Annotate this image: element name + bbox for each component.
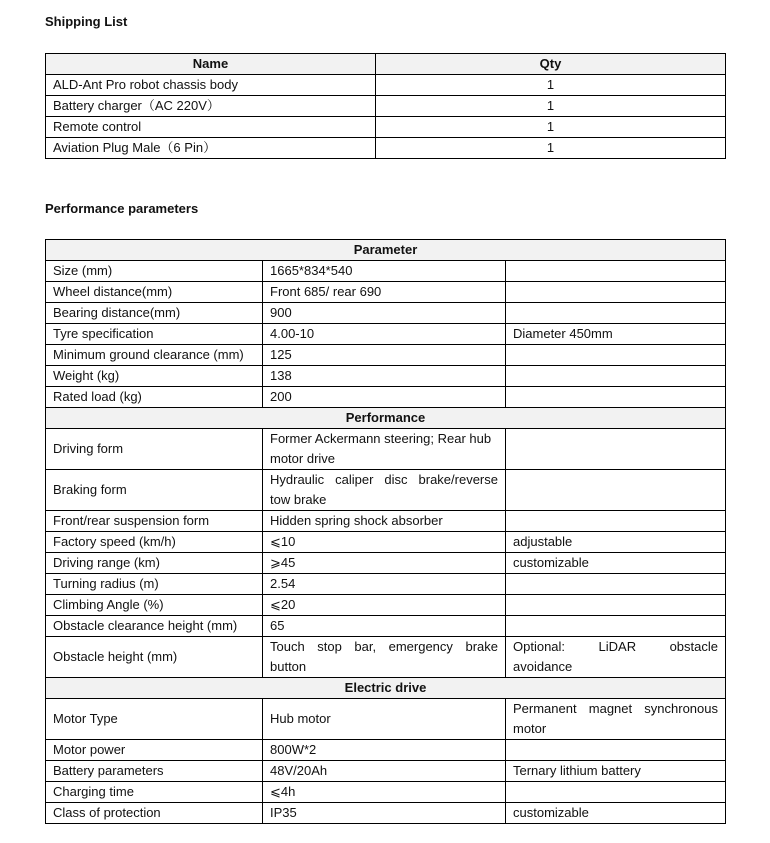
table-row [46,616,726,637]
param-value: Hidden spring shock absorber [263,511,506,532]
param-label: Climbing Angle (%) [46,595,263,616]
param-value-line: button [270,659,307,674]
item-qty: 1 [376,117,726,138]
param-label: Front/rear suspension form [46,511,263,532]
param-label: Motor Type [46,699,263,740]
item-name: Aviation Plug Male（6 Pin） [46,138,376,159]
item-name: Remote control [46,117,376,138]
param-label: Braking form [46,470,263,511]
col-qty-header: Qty [376,54,726,75]
param-value: 125 [263,345,506,366]
param-label: Weight (kg) [46,366,263,387]
item-name: Battery charger（AC 220V） [46,96,376,117]
table-row [46,75,726,96]
param-value [263,637,506,678]
table-row [46,532,726,553]
section-row-performance [46,408,726,429]
param-value-line: tow brake [270,492,327,507]
param-label: Obstacle height (mm) [46,637,263,678]
param-label: Minimum ground clearance (mm) [46,345,263,366]
param-value: ⩽20 [263,595,506,616]
item-qty: 1 [376,138,726,159]
param-note-line: motor [513,721,547,736]
param-note [506,303,726,324]
table-row [46,782,726,803]
table-row [46,117,726,138]
table-row [46,470,726,511]
param-label: Factory speed (km/h) [46,532,263,553]
param-label: Charging time [46,782,263,803]
param-label: Obstacle clearance height (mm) [46,616,263,637]
param-value: 200 [263,387,506,408]
table-row [46,740,726,761]
param-note [506,429,726,470]
param-note [506,282,726,303]
table-row [46,303,726,324]
table-row [46,96,726,117]
table-row [46,345,726,366]
performance-parameters-heading: Performance parameters [45,201,199,216]
param-note [506,261,726,282]
param-value [263,470,506,511]
param-note [506,595,726,616]
param-note-line: Permanent magnet synchronous [513,701,718,716]
param-value: IP35 [263,803,506,824]
param-note [506,387,726,408]
param-value: 1665*834*540 [263,261,506,282]
item-qty: 1 [376,96,726,117]
section-title-electric-drive: Electric drive [46,678,726,699]
param-label: Rated load (kg) [46,387,263,408]
section-title-parameter: Parameter [46,240,726,261]
param-note: customizable [506,553,726,574]
param-value: 900 [263,303,506,324]
param-note [506,740,726,761]
table-row [46,261,726,282]
item-qty: 1 [376,75,726,96]
param-label: Size (mm) [46,261,263,282]
param-label: Bearing distance(mm) [46,303,263,324]
param-value: 48V/20Ah [263,761,506,782]
param-value: ⩽4h [263,782,506,803]
param-value: 138 [263,366,506,387]
param-label: Motor power [46,740,263,761]
param-note [506,782,726,803]
shipping-table [45,53,726,159]
param-value: 800W*2 [263,740,506,761]
param-label: Driving form [46,429,263,470]
param-value: ⩽10 [263,532,506,553]
table-row [46,324,726,345]
table-row [46,803,726,824]
param-note [506,366,726,387]
param-value-line: Touch stop bar, emergency brake [270,639,498,654]
table-row [46,366,726,387]
section-title-performance: Performance [46,408,726,429]
param-value: ⩾45 [263,553,506,574]
section-row-electric-drive [46,678,726,699]
table-row [46,387,726,408]
table-row [46,761,726,782]
param-note-line: avoidance [513,659,573,674]
param-note [506,345,726,366]
param-note [506,470,726,511]
param-note [506,699,726,740]
table-row [46,511,726,532]
param-note: Diameter 450mm [506,324,726,345]
param-note [506,511,726,532]
shipping-header-row [46,54,726,75]
param-value: Former Ackermann steering; Rear hub motor drive [263,429,506,470]
param-label: Class of protection [46,803,263,824]
param-value-line: Hydraulic caliper disc brake/reverse [270,472,498,487]
param-label: Driving range (km) [46,553,263,574]
table-row [46,595,726,616]
param-value: 2.54 [263,574,506,595]
table-row [46,637,726,678]
param-note: adjustable [506,532,726,553]
param-note: Ternary lithium battery [506,761,726,782]
param-note-line: Optional: LiDAR obstacle [513,639,718,654]
param-label: Turning radius (m) [46,574,263,595]
table-row [46,138,726,159]
table-row [46,574,726,595]
param-note: customizable [506,803,726,824]
section-row-parameter [46,240,726,261]
table-row [46,429,726,470]
performance-table [45,239,726,824]
param-value: 4.00-10 [263,324,506,345]
col-name-header: Name [46,54,376,75]
param-label: Wheel distance(mm) [46,282,263,303]
param-value: Front 685/ rear 690 [263,282,506,303]
table-row [46,699,726,740]
item-name: ALD-Ant Pro robot chassis body [46,75,376,96]
param-label: Tyre specification [46,324,263,345]
param-value: Hub motor [263,699,506,740]
table-row [46,553,726,574]
param-note [506,574,726,595]
shipping-list-heading: Shipping List [45,14,128,29]
param-value: 65 [263,616,506,637]
param-note [506,637,726,678]
table-row [46,282,726,303]
param-label: Battery parameters [46,761,263,782]
param-note [506,616,726,637]
